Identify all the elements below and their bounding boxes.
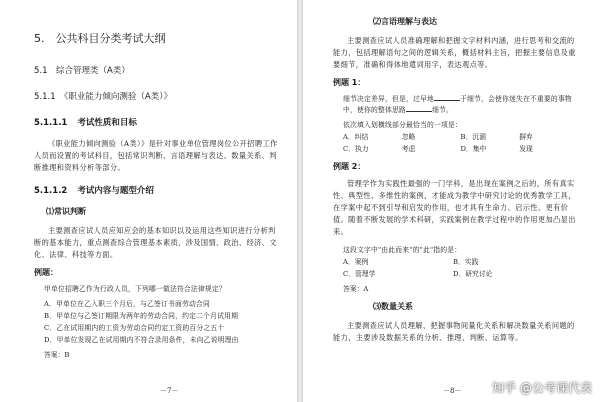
example1-question-part1: 细节决定差异，但是，过早地 — [343, 95, 434, 103]
category-common-sense: ⑴常识判断 — [46, 207, 86, 216]
example1-options-row1 — [343, 131, 578, 143]
nature-heading-text: 考试性质和目标 — [77, 118, 137, 128]
content-heading — [34, 184, 279, 196]
example2-question: 这段文字中"由此而来"的"此"指的是： — [343, 246, 462, 254]
verbal-paragraph: 主要测查应试人员准确理解和把握文字材料内涵，进行思考和交流的能力，包括理解语句之间的逻辑关系，概括材料主旨，把握主要信息及重要细节，准确和得体地遣词用字，表达观点等。 — [333, 36, 576, 69]
nature-paragraph: 《职业能力倾向测验（A类）》是针对事业单位管理岗位公开招聘工作人员而设置的考试科目，包括常识判断、言语理解与表达、数量关系、判断推理和资料分析等部分。 — [34, 139, 278, 172]
example1-label: 例题 1： — [333, 78, 366, 87]
right-page — [303, 0, 600, 402]
example2-label: 例题 2： — [333, 162, 366, 171]
zhihu-watermark: 知乎 @公考课代表 — [492, 381, 592, 395]
example1-instruction: 依次填入划横线部分最恰当的一项是： — [343, 121, 462, 129]
option-c-word2: 考虑 — [401, 145, 416, 153]
left-page — [0, 0, 297, 402]
example2-options-row1 — [343, 256, 578, 268]
option-a: A．案例 — [343, 258, 369, 266]
content-heading-text: 考试内容与题型介绍 — [77, 186, 154, 196]
example1-options-row2 — [343, 143, 578, 155]
subsection-heading: 5.1.1 《职业能力倾向测验（A类）》 — [34, 92, 172, 102]
example-question: 甲单位招聘乙作为行政人员，下列哪一做法符合法律规定？ — [44, 285, 226, 293]
option-a: A．纠结 — [343, 133, 369, 141]
example2-paragraph: 管理学作为实践性最强的一门学科，是出现在案例之后的，所有真实性、典型性、多维性的案例，才能成为教学中研究讨论的优秀教学工具，在学案中起不到引导和启发的作用，也才具有生命力、启示性、更有价值。随着不断发展的学术科研，实践案例在教学过程中的作用更加凸显出来。 — [333, 179, 576, 236]
common-sense-paragraph: 主要测查应试人员应知应会的基本知识以及运用这些知识进行分析判断的基本能力，重点测查综合管理基本素质，涉及国情、政治、经济、文化、法律、科技等方面。 — [34, 226, 277, 259]
category-verbal: ⑵言语理解与表达 — [373, 17, 437, 26]
nature-heading — [34, 116, 279, 128]
content-heading-number: 5.1.1.2 — [34, 186, 68, 196]
option-c: C．管理学 — [343, 270, 376, 278]
option-d: D．集中 — [460, 145, 487, 153]
example1-question-part2: 于细节，会使你迷失在不重要的事物中，使你的整体思路 — [343, 95, 572, 114]
page-number: －7－ — [160, 387, 179, 395]
example1-question — [343, 94, 578, 116]
option-b: B．甲单位与乙签订期限为两年的劳动合同，约定二个月试用期 — [44, 312, 239, 320]
option-c: C．乙在试用期内的工资为劳动合同约定工资的百分之五十 — [44, 324, 225, 332]
nature-heading-number: 5.1.1.1 — [34, 118, 68, 128]
example1-question-part3: 细节。 — [431, 106, 453, 114]
option-b: B．实践 — [453, 258, 479, 266]
option-d-word2: 发现 — [519, 145, 533, 153]
option-a-word2: 忽略 — [401, 133, 416, 141]
example-answer: 答案：B — [44, 351, 70, 359]
example-label: 例题： — [34, 268, 58, 277]
quantitative-paragraph: 主要测查应试人员理解、把握事物间量化关系和解决数量关系问题的能力，主要涉及数据关系的分析、推理、判断、运算等。 — [333, 321, 575, 342]
example2-answer: 答案：A — [343, 285, 369, 293]
page-number: －8－ — [443, 387, 462, 395]
chapter-heading: 5. 公共科目分类考试大纲 — [34, 32, 166, 45]
option-c: C．执力 — [343, 145, 369, 153]
option-b: B．沉湎 — [460, 133, 486, 141]
example2-options-row2 — [343, 268, 578, 280]
option-b-word2: 摒弃 — [519, 133, 533, 141]
option-d: D．甲单位发现乙在试用期内不符合录用条件，未向乙说明理由 — [44, 336, 239, 344]
blank-line — [406, 111, 432, 112]
section-heading: 5.1 综合管理类（A类） — [34, 66, 130, 76]
option-d: D．研究讨论 — [453, 270, 493, 278]
category-quantitative: ⑶数量关系 — [373, 302, 413, 311]
blank-line — [434, 100, 460, 101]
option-a: A．甲单位在乙入职三个月后，与乙签订书面劳动合同 — [44, 300, 211, 308]
